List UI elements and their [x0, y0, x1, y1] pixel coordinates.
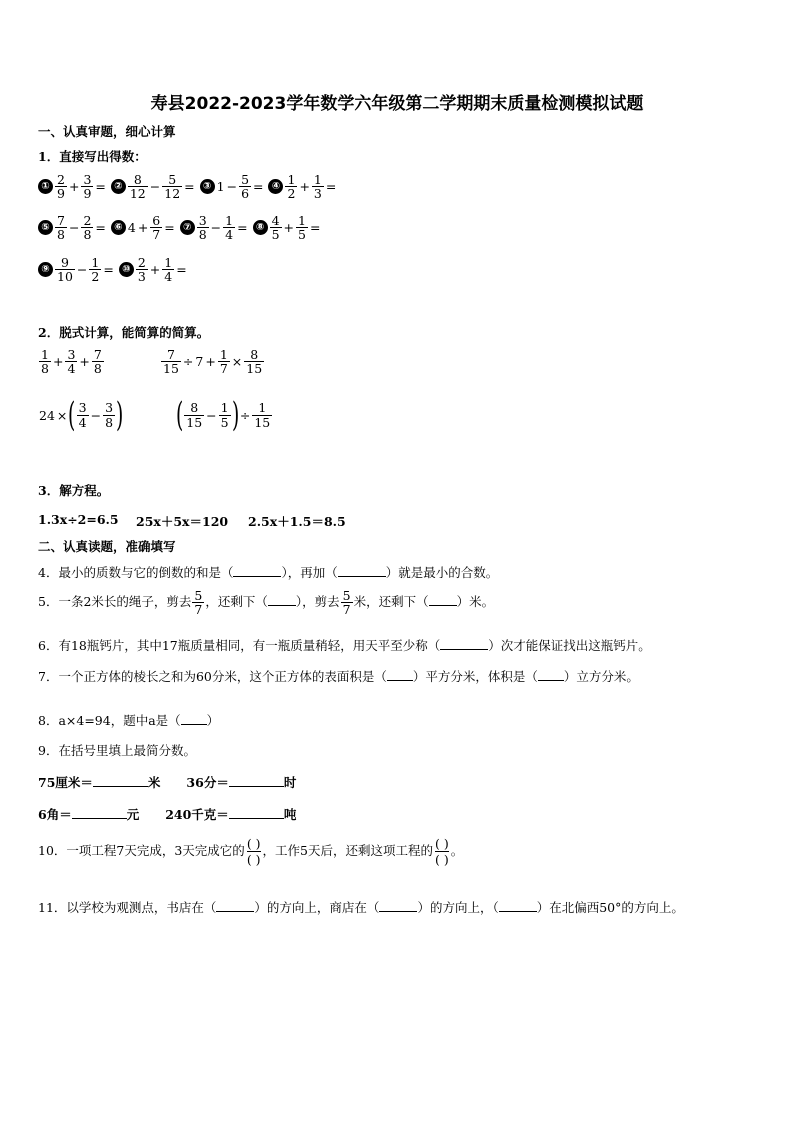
q1-row-2 — [38, 214, 321, 241]
answer-blank[interactable] — [429, 605, 457, 606]
answer-blank[interactable] — [268, 605, 296, 606]
answer-blank[interactable] — [499, 911, 537, 912]
answer-blank[interactable] — [181, 724, 207, 725]
answer-blank[interactable] — [72, 818, 127, 819]
circle-number-5: ⑤ — [38, 220, 53, 235]
q1-row-1 — [38, 173, 337, 200]
q9-row-1: 75厘米＝ 米 36分＝ 时 — [38, 775, 297, 790]
q1-item-3: ③ 1 − $\frac{5}{6}$ = — [200, 178, 265, 193]
section-1-heading: 一、认真审题，细心计算 — [38, 124, 176, 139]
circle-number-6: ⑥ — [111, 220, 126, 235]
circle-number-1: ① — [38, 179, 53, 194]
question-9-label: 9．在括号里填上最简分数。 — [38, 743, 196, 758]
q9-row-2: 6角＝ 元 240千克＝ 吨 — [38, 807, 297, 822]
q1-item-7: ⑦ $\frac{3}{8}$ − $\frac{1}{4}$ = — [180, 219, 249, 234]
q1-item-4: ④ $\frac{1}{2}$ + $\frac{1}{3}$ = — [268, 178, 337, 193]
answer-blank[interactable] — [229, 786, 284, 787]
circle-number-10: ⑩ — [119, 262, 134, 277]
question-2-label: 2．脱式计算，能简算的简算。 — [38, 325, 210, 340]
question-11: 11．以学校为观测点，书店在（ ）的方向上，商店在（ ）的方向上，（ ）在北偏西50°的方向上。 — [38, 900, 684, 915]
question-5: 5．一条2米长的绳子，剪去 $\frac{5}{7}$ ，还剩下（ ），剪去 $\frac{5}{7}$ 米，还剩下（ ）米。 — [38, 588, 495, 618]
answer-blank[interactable] — [379, 911, 417, 912]
q2-expression-4: ( $\frac{8}{15}$ − $\frac{1}{5}$ )÷ $\frac{1}{15}$ — [175, 395, 271, 435]
circle-number-7: ⑦ — [180, 220, 195, 235]
answer-blank[interactable] — [538, 680, 564, 681]
answer-blank[interactable] — [229, 818, 284, 819]
q1-row-3 — [38, 256, 188, 283]
question-8: 8．a×4=94，题中a是（ ） — [38, 713, 220, 728]
question-6: 6．有18瓶钙片，其中17瓶质量相同，有一瓶质量稍轻，用天平至少称（ ）次才能保证找出这瓶钙片。 — [38, 638, 651, 653]
circle-number-2: ② — [111, 179, 126, 194]
answer-blank[interactable] — [216, 911, 254, 912]
answer-blank[interactable] — [338, 576, 386, 577]
fraction-blank[interactable]: ( ) ( ) — [246, 836, 261, 867]
question-10: 10．一项工程7天完成，3天完成它的 ( ) ( ) ，工作5天后，还剩这项工程的 ( ) ( ) 。 — [38, 836, 464, 867]
q1-item-5: ⑤ $\frac{7}{8}$ − $\frac{2}{8}$ = — [38, 219, 107, 234]
answer-blank[interactable] — [93, 786, 148, 787]
q1-item-1: ① $\frac{2}{9}$ + $\frac{3}{9}$ = — [38, 178, 107, 193]
question-7: 7．一个正方体的棱长之和为60分米，这个正方体的表面积是（ ）平方分米，体积是（ ）立方分米。 — [38, 669, 639, 684]
circle-number-9: ⑨ — [38, 262, 53, 277]
q1-item-10: ⑩ $\frac{2}{3}$ + $\frac{1}{4}$ = — [119, 261, 188, 276]
question-3-label: 3．解方程。 — [38, 483, 110, 498]
q3-equation-3: 2.5x＋1.5＝8.5 — [248, 514, 346, 529]
q1-item-8: ⑧ $\frac{4}{5}$ + $\frac{1}{5}$ = — [253, 219, 322, 234]
question-1-label: 1．直接写出得数： — [38, 149, 147, 164]
answer-blank[interactable] — [233, 576, 281, 577]
q2-expression-3: 24 ×( $\frac{3}{4}$ − $\frac{3}{8}$ ) — [39, 395, 124, 435]
q3-equation-2: 25x＋5x＝120 — [136, 514, 229, 529]
q3-equation-1: 1.3x÷2=6.5 — [38, 512, 119, 527]
page-title: 寿县2022-2023学年数学六年级第二学期期末质量检测模拟试题 — [150, 94, 644, 114]
question-4: 4．最小的质数与它的倒数的和是（ ），再加（ ）就是最小的合数。 — [38, 565, 499, 580]
circle-number-8: ⑧ — [253, 220, 268, 235]
section-2-heading: 二、认真读题，准确填写 — [38, 539, 176, 554]
answer-blank[interactable] — [440, 649, 488, 650]
q1-item-6: ⑥ 4 + $\frac{6}{7}$ = — [111, 219, 176, 234]
circle-number-4: ④ — [268, 179, 283, 194]
q1-item-2: ② $\frac{8}{12}$ − $\frac{5}{12}$ = — [111, 178, 196, 193]
fraction-blank[interactable]: ( ) ( ) — [435, 836, 449, 867]
q1-item-9: ⑨ $\frac{9}{10}$ − $\frac{1}{2}$ = — [38, 261, 115, 276]
answer-blank[interactable] — [387, 680, 413, 681]
q2-expression-1: $\frac{1}{8}$ + $\frac{3}{4}$ + $\frac{7}{8}$ — [41, 347, 102, 377]
circle-number-3: ③ — [200, 179, 215, 194]
q2-expression-2: $\frac{7}{15}$ ÷ 7 + $\frac{1}{7}$ × $\frac{8}{15}$ — [163, 347, 263, 377]
